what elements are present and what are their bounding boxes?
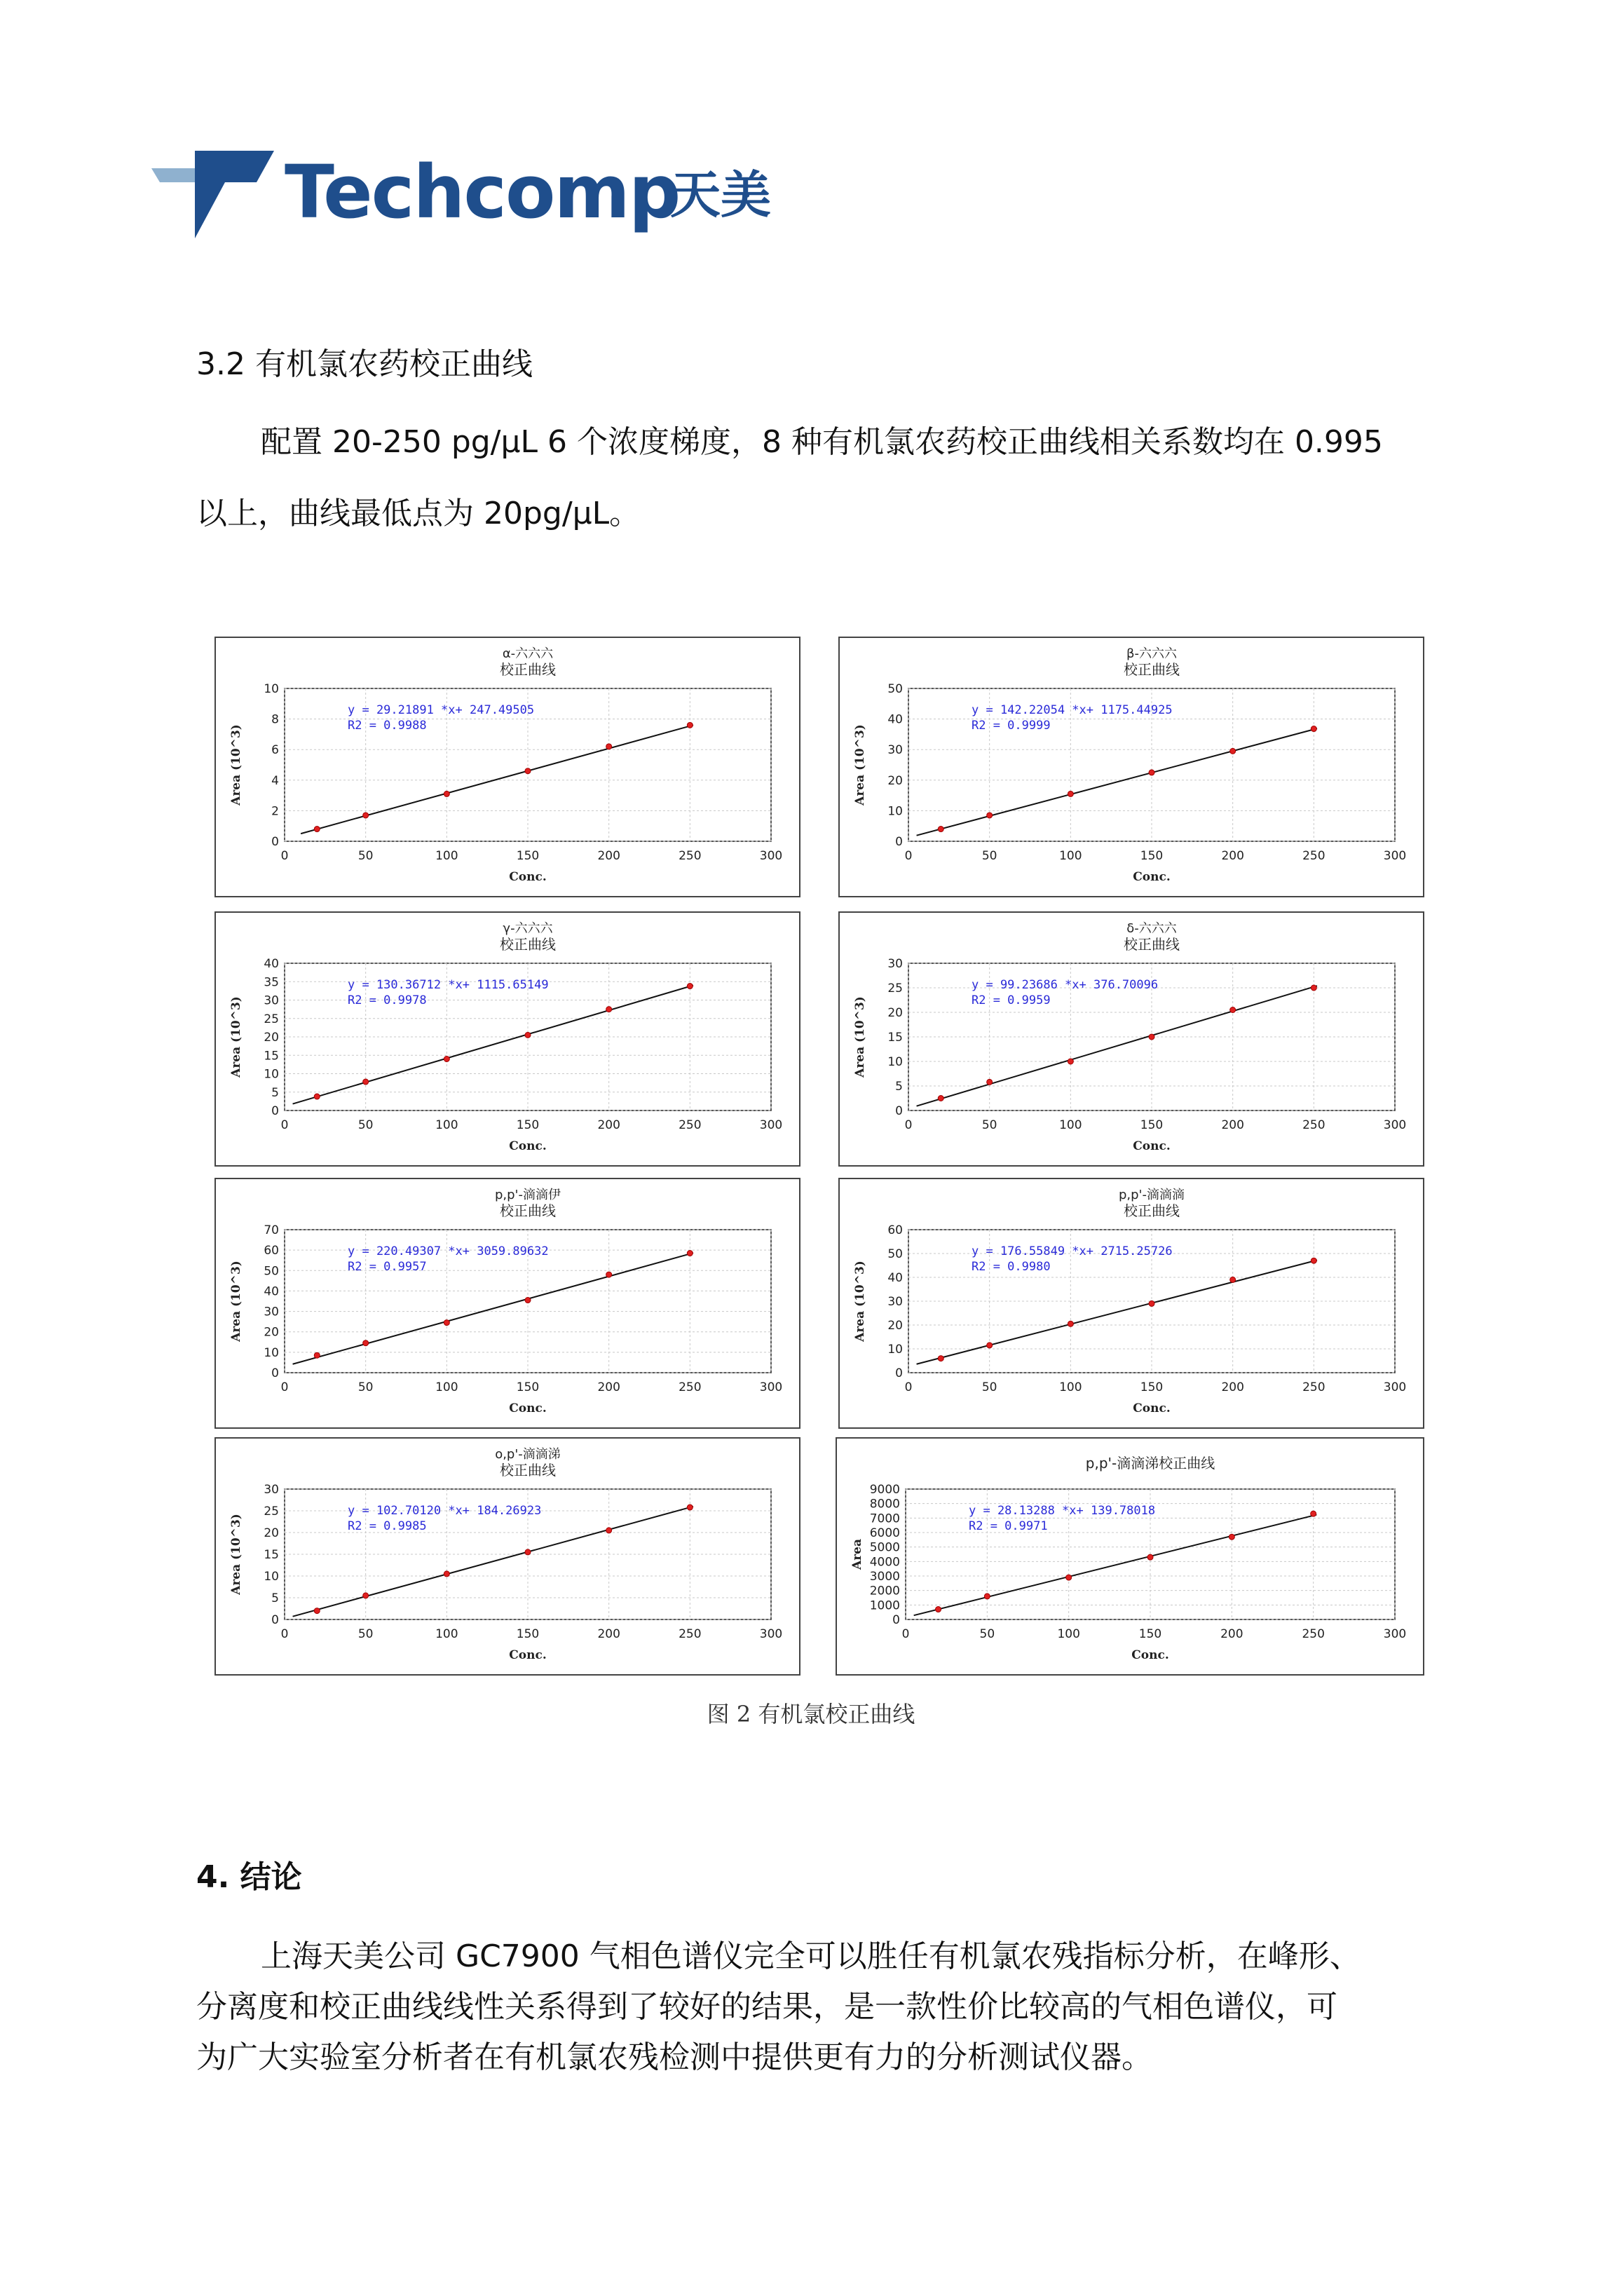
y-tick-label: 25	[264, 1504, 279, 1519]
r-squared: R2 = 0.9959	[972, 993, 1051, 1007]
x-axis-label: Conc.	[1131, 1648, 1169, 1662]
chart-pp-ddt	[836, 1437, 1422, 1676]
data-point	[687, 1251, 693, 1256]
chart-pp-dde	[214, 1178, 800, 1429]
y-tick-label: 2	[271, 804, 279, 819]
r-squared: R2 = 0.9988	[348, 719, 427, 733]
data-point	[938, 1356, 943, 1361]
y-tick-label: 5000	[869, 1540, 900, 1555]
x-tick-label: 0	[280, 1118, 289, 1132]
x-tick-label: 100	[435, 1118, 458, 1132]
chart-title-compound: p,p'-滴滴伊	[494, 1188, 561, 1202]
x-axis-label: Conc.	[1133, 1401, 1171, 1415]
chart-op-ddt	[214, 1437, 800, 1676]
y-axis-label: Area (10^3)	[229, 1261, 243, 1342]
chart-title-compound: p,p'-滴滴滴	[1118, 1188, 1185, 1202]
data-point	[606, 1272, 612, 1277]
data-point	[525, 1032, 531, 1038]
r-squared: R2 = 0.9985	[348, 1519, 427, 1533]
x-tick-label: 50	[979, 1627, 995, 1641]
x-tick-label: 0	[280, 1380, 289, 1394]
x-tick-label: 300	[1383, 1118, 1407, 1132]
y-tick-label: 60	[887, 1223, 903, 1237]
y-tick-label: 20	[264, 1526, 279, 1540]
x-tick-label: 200	[1221, 1380, 1244, 1394]
y-tick-label: 4	[271, 773, 279, 788]
data-point	[444, 1057, 449, 1062]
y-axis-label: Area (10^3)	[853, 996, 867, 1078]
data-point	[1311, 1511, 1316, 1516]
x-tick-label: 100	[1059, 849, 1082, 863]
r-squared: R2 = 0.9999	[972, 719, 1051, 733]
x-axis-label: Conc.	[1133, 870, 1171, 884]
x-axis-label: Conc.	[1133, 1139, 1171, 1153]
y-tick-label: 15	[264, 1049, 279, 1064]
y-tick-label: 10	[264, 1345, 279, 1360]
y-tick-label: 0	[895, 1104, 903, 1118]
x-tick-label: 0	[901, 1627, 910, 1641]
data-point	[314, 827, 320, 832]
x-tick-label: 50	[357, 1380, 374, 1394]
y-tick-label: 8000	[869, 1497, 900, 1512]
data-point	[444, 1571, 449, 1577]
y-tick-label: 30	[887, 1295, 903, 1309]
logo-chinese-text: 天美	[670, 165, 772, 224]
data-point	[687, 1504, 693, 1510]
y-tick-label: 2000	[869, 1584, 900, 1598]
chart-title: 校正曲线	[500, 661, 556, 678]
data-point	[363, 1593, 369, 1598]
data-point	[1229, 1534, 1234, 1540]
conclusion-text: 上海天美公司 GC7900 气相色谱仪完全可以胜任有机氯农残指标分析，在峰形、	[261, 1938, 1361, 1974]
y-tick-label: 20	[264, 1031, 279, 1045]
y-tick-label: 40	[887, 1271, 903, 1285]
y-tick-label: 0	[271, 1104, 279, 1118]
y-axis-label: Area (10^3)	[229, 724, 243, 806]
y-tick-label: 10	[264, 682, 279, 696]
chart-title: 校正曲线	[1124, 936, 1180, 953]
section-heading-3-2: 3.2 有机氯农药校正曲线	[196, 346, 533, 382]
chart-title-compound: o,p'-滴滴涕	[495, 1447, 561, 1462]
data-point	[314, 1608, 320, 1614]
data-point	[1149, 1034, 1154, 1040]
y-tick-label: 4000	[869, 1555, 900, 1570]
y-tick-label: 0	[271, 1613, 279, 1627]
chart-title-compound: δ-六六六	[1126, 921, 1177, 936]
x-tick-label: 250	[1302, 1380, 1325, 1394]
x-tick-label: 250	[679, 1627, 702, 1641]
data-point	[606, 744, 612, 749]
y-tick-label: 70	[264, 1223, 279, 1237]
y-tick-label: 50	[264, 1264, 279, 1279]
data-point	[1230, 748, 1236, 754]
x-tick-label: 50	[357, 1118, 374, 1132]
y-tick-label: 10	[264, 1067, 279, 1082]
x-tick-label: 0	[904, 1380, 913, 1394]
data-point	[525, 1298, 531, 1303]
data-point	[938, 827, 943, 832]
r-squared: R2 = 0.9971	[969, 1519, 1048, 1533]
chart-gamma-bhc	[214, 911, 800, 1167]
y-tick-label: 20	[887, 1319, 903, 1333]
regression-equation: y = 142.22054 *x+ 1175.44925	[972, 703, 1173, 717]
data-point	[1311, 726, 1316, 732]
y-tick-label: 8	[271, 712, 279, 727]
x-tick-label: 300	[759, 1627, 783, 1641]
techcomp-logo-mark	[151, 147, 278, 238]
data-point	[1311, 1258, 1316, 1263]
regression-equation: y = 28.13288 *x+ 139.78018	[969, 1504, 1156, 1518]
x-tick-label: 0	[280, 1627, 289, 1641]
x-tick-label: 250	[679, 1118, 702, 1132]
y-axis-label: Area (10^3)	[853, 724, 867, 806]
y-tick-label: 0	[895, 1366, 903, 1380]
y-tick-label: 9000	[869, 1483, 900, 1497]
y-tick-label: 6	[271, 743, 279, 758]
data-point	[314, 1094, 320, 1099]
conclusion-heading: 4. 结论	[196, 1859, 302, 1895]
y-tick-label: 20	[264, 1325, 279, 1340]
y-tick-label: 30	[887, 957, 903, 971]
chart-alpha-bhc	[214, 637, 800, 897]
data-point	[606, 1007, 612, 1012]
x-tick-label: 300	[1383, 1380, 1407, 1394]
y-tick-label: 10	[887, 804, 903, 819]
r-squared: R2 = 0.9957	[348, 1260, 427, 1274]
y-tick-label: 15	[264, 1548, 279, 1562]
y-tick-label: 25	[887, 981, 903, 996]
x-tick-label: 150	[1140, 1118, 1164, 1132]
x-tick-label: 300	[759, 849, 783, 863]
x-tick-label: 50	[981, 1380, 997, 1394]
r-squared: R2 = 0.9980	[972, 1260, 1051, 1274]
y-tick-label: 20	[887, 773, 903, 788]
x-tick-label: 200	[1221, 1118, 1244, 1132]
data-point	[987, 1343, 993, 1348]
conclusion-line-3: 为广大实验室分析者在有机氯农残检测中提供更有力的分析测试仪器。	[196, 2039, 1152, 2075]
data-point	[687, 984, 693, 989]
y-axis-label: Area (10^3)	[229, 996, 243, 1078]
y-tick-label: 10	[887, 1055, 903, 1069]
x-tick-label: 150	[516, 849, 540, 863]
x-axis-label: Conc.	[509, 1401, 547, 1415]
y-tick-label: 30	[264, 1483, 279, 1497]
section-paragraph-line-1	[196, 407, 1444, 478]
x-tick-label: 0	[280, 849, 289, 863]
x-tick-label: 200	[597, 849, 620, 863]
regression-equation: y = 99.23686 *x+ 376.70096	[972, 978, 1159, 992]
data-point	[1068, 1321, 1073, 1326]
section-paragraph-line-2: 以上，曲线最低点为 20pg/μL。	[196, 496, 641, 531]
data-point	[936, 1607, 941, 1612]
y-tick-label: 1000	[869, 1598, 900, 1613]
y-tick-label: 5	[271, 1085, 279, 1100]
y-axis-label: Area	[850, 1539, 864, 1570]
y-tick-label: 30	[887, 743, 903, 758]
data-point	[1149, 770, 1154, 775]
x-tick-label: 300	[1383, 1627, 1407, 1641]
data-point	[363, 1340, 369, 1346]
data-point	[1149, 1300, 1154, 1306]
regression-equation: y = 29.21891 *x+ 247.49505	[348, 703, 535, 717]
y-tick-label: 7000	[869, 1512, 900, 1526]
y-axis-label: Area (10^3)	[853, 1261, 867, 1342]
x-tick-label: 300	[759, 1380, 783, 1394]
x-axis-label: Conc.	[509, 1648, 547, 1662]
data-point	[987, 813, 993, 818]
x-tick-label: 250	[1302, 1118, 1325, 1132]
x-tick-label: 0	[904, 1118, 913, 1132]
data-point	[525, 768, 531, 774]
y-tick-label: 5	[271, 1591, 279, 1605]
y-tick-label: 60	[264, 1244, 279, 1258]
chart-title-compound: α-六六六	[502, 646, 554, 661]
y-tick-label: 30	[264, 993, 279, 1008]
x-tick-label: 250	[1302, 1627, 1325, 1641]
y-tick-label: 0	[895, 835, 903, 849]
x-tick-label: 50	[981, 1118, 997, 1132]
y-tick-label: 0	[271, 1366, 279, 1380]
chart-title: 校正曲线	[1124, 661, 1180, 678]
logo-text: Techcomp	[285, 149, 680, 235]
y-tick-label: 30	[264, 1305, 279, 1319]
data-point	[363, 813, 369, 818]
x-tick-label: 150	[516, 1380, 540, 1394]
x-tick-label: 200	[597, 1627, 620, 1641]
data-point	[1068, 791, 1073, 796]
y-tick-label: 35	[264, 975, 279, 990]
regression-equation: y = 176.55849 *x+ 2715.25726	[972, 1244, 1173, 1258]
data-point	[1068, 1059, 1073, 1064]
y-tick-label: 6000	[869, 1526, 900, 1540]
x-tick-label: 200	[1220, 1627, 1243, 1641]
y-tick-label: 40	[887, 712, 903, 727]
x-tick-label: 150	[1138, 1627, 1162, 1641]
y-tick-label: 10	[264, 1570, 279, 1584]
r-squared: R2 = 0.9978	[348, 993, 427, 1007]
data-point	[1311, 985, 1316, 991]
y-tick-label: 50	[887, 682, 903, 696]
x-tick-label: 200	[597, 1118, 620, 1132]
x-tick-label: 200	[1221, 849, 1244, 863]
paragraph-text: 配置 20-250 pg/μL 6 个浓度梯度，8 种有机氯农药校正曲线相关系数均在 0.995	[261, 424, 1383, 460]
x-tick-label: 150	[1140, 849, 1164, 863]
chart-beta-bhc	[838, 637, 1424, 897]
x-tick-label: 100	[435, 1627, 458, 1641]
x-tick-label: 250	[679, 1380, 702, 1394]
regression-equation: y = 130.36712 *x+ 1115.65149	[348, 978, 549, 992]
chart-title: 校正曲线	[500, 936, 556, 953]
chart-title: 校正曲线	[1124, 1202, 1180, 1219]
x-tick-label: 150	[516, 1627, 540, 1641]
x-tick-label: 100	[435, 1380, 458, 1394]
data-point	[1230, 1277, 1236, 1282]
x-axis-label: Conc.	[509, 1139, 547, 1153]
chart-title-compound: γ-六六六	[503, 921, 553, 936]
x-axis-label: Conc.	[509, 870, 547, 884]
data-point	[938, 1096, 943, 1101]
y-tick-label: 15	[887, 1031, 903, 1045]
y-axis-label: Area (10^3)	[229, 1514, 243, 1595]
y-tick-label: 0	[271, 835, 279, 849]
chart-title-compound: β-六六六	[1126, 646, 1177, 661]
x-tick-label: 100	[1057, 1627, 1080, 1641]
data-point	[525, 1549, 531, 1555]
x-tick-label: 100	[1059, 1380, 1082, 1394]
chart-pp-ddd	[838, 1178, 1424, 1429]
x-tick-label: 50	[981, 849, 997, 863]
chart-title: 校正曲线	[500, 1202, 556, 1219]
x-tick-label: 150	[516, 1118, 540, 1132]
x-tick-label: 100	[435, 849, 458, 863]
data-point	[1147, 1554, 1153, 1560]
techcomp-logo	[151, 147, 782, 245]
x-tick-label: 100	[1059, 1118, 1082, 1132]
data-point	[687, 722, 693, 728]
x-tick-label: 150	[1140, 1380, 1164, 1394]
data-point	[1230, 1007, 1236, 1013]
y-tick-label: 25	[264, 1012, 279, 1026]
x-tick-label: 0	[904, 849, 913, 863]
data-point	[984, 1594, 990, 1599]
x-tick-label: 250	[1302, 849, 1325, 863]
data-point	[606, 1528, 612, 1533]
x-tick-label: 300	[759, 1118, 783, 1132]
x-tick-label: 250	[679, 849, 702, 863]
figure-caption: 图 2 有机氯校正曲线	[707, 1701, 915, 1727]
data-point	[314, 1352, 320, 1358]
regression-equation: y = 220.49307 *x+ 3059.89632	[348, 1244, 549, 1258]
y-tick-label: 5	[895, 1080, 903, 1094]
y-tick-label: 40	[264, 1284, 279, 1299]
chart-delta-bhc	[838, 911, 1424, 1167]
data-point	[363, 1079, 369, 1085]
x-tick-label: 50	[357, 849, 374, 863]
y-tick-label: 40	[264, 957, 279, 971]
data-point	[444, 1320, 449, 1326]
data-point	[1066, 1575, 1072, 1580]
x-tick-label: 300	[1383, 849, 1407, 863]
regression-equation: y = 102.70120 *x+ 184.26923	[348, 1504, 542, 1518]
data-point	[987, 1079, 993, 1085]
y-tick-label: 50	[887, 1247, 903, 1261]
y-tick-label: 3000	[869, 1570, 900, 1584]
y-tick-label: 0	[892, 1613, 900, 1627]
y-tick-label: 20	[887, 1006, 903, 1020]
data-point	[444, 791, 449, 796]
y-tick-label: 10	[887, 1343, 903, 1357]
chart-title: p,p'-滴滴涕校正曲线	[1085, 1455, 1215, 1472]
chart-title: 校正曲线	[500, 1462, 556, 1479]
x-tick-label: 200	[597, 1380, 620, 1394]
x-tick-label: 50	[357, 1627, 374, 1641]
conclusion-line-2: 分离度和校正曲线线性关系得到了较好的结果，是一款性价比较高的气相色谱仪，可	[196, 1989, 1337, 2025]
